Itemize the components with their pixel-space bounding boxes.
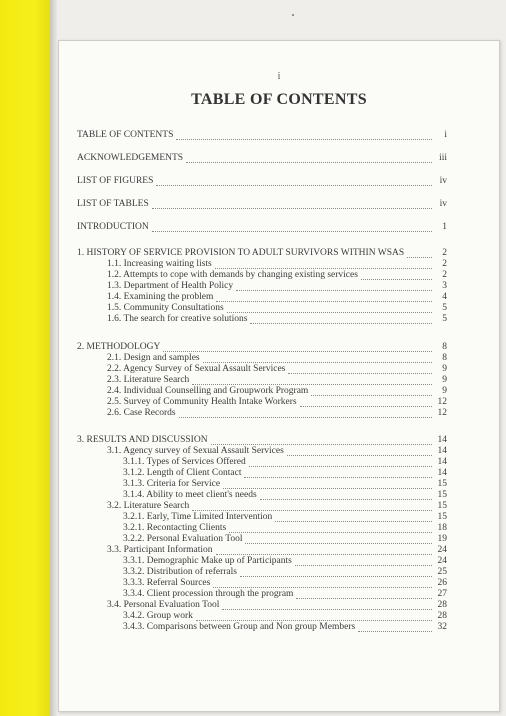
toc-entry-label: 3.1.1. Types of Services Offered	[123, 457, 246, 467]
toc-entry[interactable]	[77, 152, 447, 164]
toc-entry-page: 15	[437, 479, 447, 489]
dot-leader	[250, 315, 432, 324]
toc-entry-label: 1.4. Examining the problem	[107, 292, 214, 302]
toc-entry-page: 8	[442, 353, 447, 363]
toc-entry-page: 15	[437, 501, 447, 511]
toc-entry-label: 2.5. Survey of Community Health Intake Workers	[107, 397, 297, 407]
dot-leader	[275, 513, 432, 522]
toc-entry-label: 3.2.2. Personal Evaluation Tool	[123, 534, 243, 544]
toc-entry-page: 15	[437, 490, 447, 500]
toc-entry-label: TABLE OF CONTENTS	[77, 130, 174, 140]
toc-entry-page: 5	[442, 303, 447, 313]
dot-leader	[249, 458, 432, 467]
toc-entry-label: 1.5. Community Consultations	[107, 303, 224, 313]
dot-leader	[152, 223, 432, 232]
toc-entry-label: 3.2.1. Early, Time Limited Intervention	[123, 512, 273, 522]
spine-shadow	[50, 0, 58, 716]
toc-entry-page: 9	[442, 386, 447, 396]
toc-entry-page: 25	[437, 567, 447, 577]
toc-entry-label: 1.6. The search for creative solutions	[107, 314, 248, 324]
dot-leader	[288, 365, 432, 374]
toc-entry-label: 3.4.3. Comparisons between Group and Non group Members	[123, 622, 356, 632]
toc-entry-page: 15	[437, 512, 447, 522]
toc-entry-label: 2.6. Case Records	[107, 408, 176, 418]
toc-entry-label: 3.1.2. Length of Client Contact	[123, 468, 242, 478]
dot-leader	[358, 623, 432, 632]
dot-leader	[211, 436, 432, 445]
toc-entry-page: 14	[437, 468, 447, 478]
toc-entry-label: LIST OF TABLES	[77, 199, 149, 209]
dot-leader	[192, 502, 432, 511]
scan-speck	[292, 14, 294, 16]
toc-entry-label: 3.4.2. Group work	[123, 611, 193, 621]
dot-leader	[156, 177, 432, 186]
dot-leader	[216, 293, 432, 302]
toc-entry-label: 3.3.1. Demographic Make up of Participants	[123, 556, 292, 566]
dot-leader	[192, 376, 432, 385]
toc-entry-page: 2	[442, 248, 447, 258]
toc-entry-label: 3.4. Personal Evaluation Tool	[107, 600, 220, 610]
toc-entry-page: iv	[439, 199, 447, 209]
toc-entry-page: 28	[437, 600, 447, 610]
toc-entry-page: 2	[442, 270, 447, 280]
toc-entry[interactable]	[77, 221, 447, 233]
toc-entry-label: 2.2. Agency Survey of Sexual Assault Services	[107, 364, 286, 374]
page-number: i	[277, 71, 281, 82]
toc-entry-page: 28	[437, 611, 447, 621]
toc-entry-page: 32	[437, 622, 447, 632]
toc-entry-label: 3.3.3. Referral Sources	[123, 578, 211, 588]
dot-leader	[215, 260, 432, 269]
toc-entry-page: 24	[437, 545, 447, 555]
dot-leader	[311, 387, 432, 396]
dot-leader	[227, 304, 432, 313]
toc-entry-page: 4	[442, 292, 447, 302]
toc-entry-page: 26	[437, 578, 447, 588]
toc-entry-label: 1.3. Department of Health Policy	[107, 281, 234, 291]
toc-entry-page: 5	[442, 314, 447, 324]
toc-entry-label: 2.1. Design and samples	[107, 353, 200, 363]
dot-leader	[361, 271, 432, 280]
toc-entry-page: 3	[442, 281, 447, 291]
toc-entry-label: 1.1. Increasing waiting lists	[107, 259, 212, 269]
toc-entry[interactable]	[77, 407, 447, 419]
dot-leader	[295, 557, 432, 566]
dot-leader	[203, 354, 432, 363]
toc-entry-label: 3.2.1. Recontacting Clients	[123, 523, 227, 533]
dot-leader	[216, 546, 432, 555]
toc-entry-label: 2. METHODOLOGY	[77, 342, 161, 352]
toc-entry-label: 1.2. Attempts to cope with demands by changing existing services	[107, 270, 358, 280]
binding-spine	[0, 0, 50, 716]
dot-leader	[287, 447, 432, 456]
toc-entry-page: 19	[437, 534, 447, 544]
toc-entry-page: iii	[439, 153, 447, 163]
page-title: TABLE OF CONTENTS	[191, 91, 367, 108]
toc-entry-page: 2	[442, 259, 447, 269]
dot-leader	[186, 154, 432, 163]
toc-entry-label: 3.3.4. Client procession through the program	[123, 589, 294, 599]
toc-entry-page: 14	[437, 457, 447, 467]
document-page	[58, 40, 500, 712]
dot-leader	[152, 200, 432, 209]
toc-entry-page: 14	[437, 435, 447, 445]
toc-entry-page: 14	[437, 446, 447, 456]
toc-entry[interactable]	[77, 621, 447, 633]
toc-entry[interactable]	[77, 313, 447, 325]
toc-entry-label: 2.4. Individual Counselling and Groupwork Program	[107, 386, 309, 396]
toc-entry-label: 3.1. Agency survey of Sexual Assault Services	[107, 446, 284, 456]
dot-leader	[244, 469, 432, 478]
dot-leader	[179, 409, 432, 418]
dot-leader	[222, 601, 432, 610]
toc-entry-label: 3. RESULTS AND DISCUSSION	[77, 435, 208, 445]
toc-entry-label: 2.3. Literature Search	[107, 375, 190, 385]
dot-leader	[229, 524, 432, 533]
toc-entry-label: 1. HISTORY OF SERVICE PROVISION TO ADULT SURVIVORS WITHIN WSAS	[77, 248, 405, 258]
toc-entry-label: 3.3.2. Distribution of referrals	[123, 567, 237, 577]
toc-entry-label: 3.3. Participant Information	[107, 545, 213, 555]
toc-entry-page: i	[444, 130, 447, 140]
dot-leader	[196, 612, 432, 621]
toc-entry[interactable]	[77, 175, 447, 187]
toc-entry-label: 3.1.4. Ability to meet client's needs	[123, 490, 257, 500]
toc-entry-page: iv	[439, 176, 447, 186]
dot-leader	[300, 398, 432, 407]
dot-leader	[213, 579, 432, 588]
toc-entry-label: INTRODUCTION	[77, 222, 149, 232]
dot-leader	[296, 590, 432, 599]
dot-leader	[236, 282, 432, 291]
toc-entry-page: 18	[437, 523, 447, 533]
toc-entry-page: 1	[442, 222, 447, 232]
toc-entry-page: 24	[437, 556, 447, 566]
toc-entry-label: 3.2. Literature Search	[107, 501, 190, 511]
toc-entry-label: ACKNOWLEDGEMENTS	[77, 153, 184, 163]
dot-leader	[176, 131, 432, 140]
toc-entry-page: 12	[437, 397, 447, 407]
dot-leader	[260, 491, 432, 500]
toc-entry-page: 12	[437, 408, 447, 418]
toc-entry-page: 9	[442, 364, 447, 374]
dot-leader	[223, 480, 432, 489]
toc-entry-page: 27	[437, 589, 447, 599]
toc-entry[interactable]	[77, 198, 447, 210]
dot-leader	[245, 535, 432, 544]
dot-leader	[163, 343, 432, 352]
toc-entry[interactable]	[77, 129, 447, 141]
toc-entry-label: 3.1.3. Criteria for Service	[123, 479, 221, 489]
toc-entry-page: 8	[442, 342, 447, 352]
toc-entry-label: LIST OF FIGURES	[77, 176, 154, 186]
dot-leader	[407, 249, 432, 258]
dot-leader	[240, 568, 432, 577]
toc-entry-page: 9	[442, 375, 447, 385]
